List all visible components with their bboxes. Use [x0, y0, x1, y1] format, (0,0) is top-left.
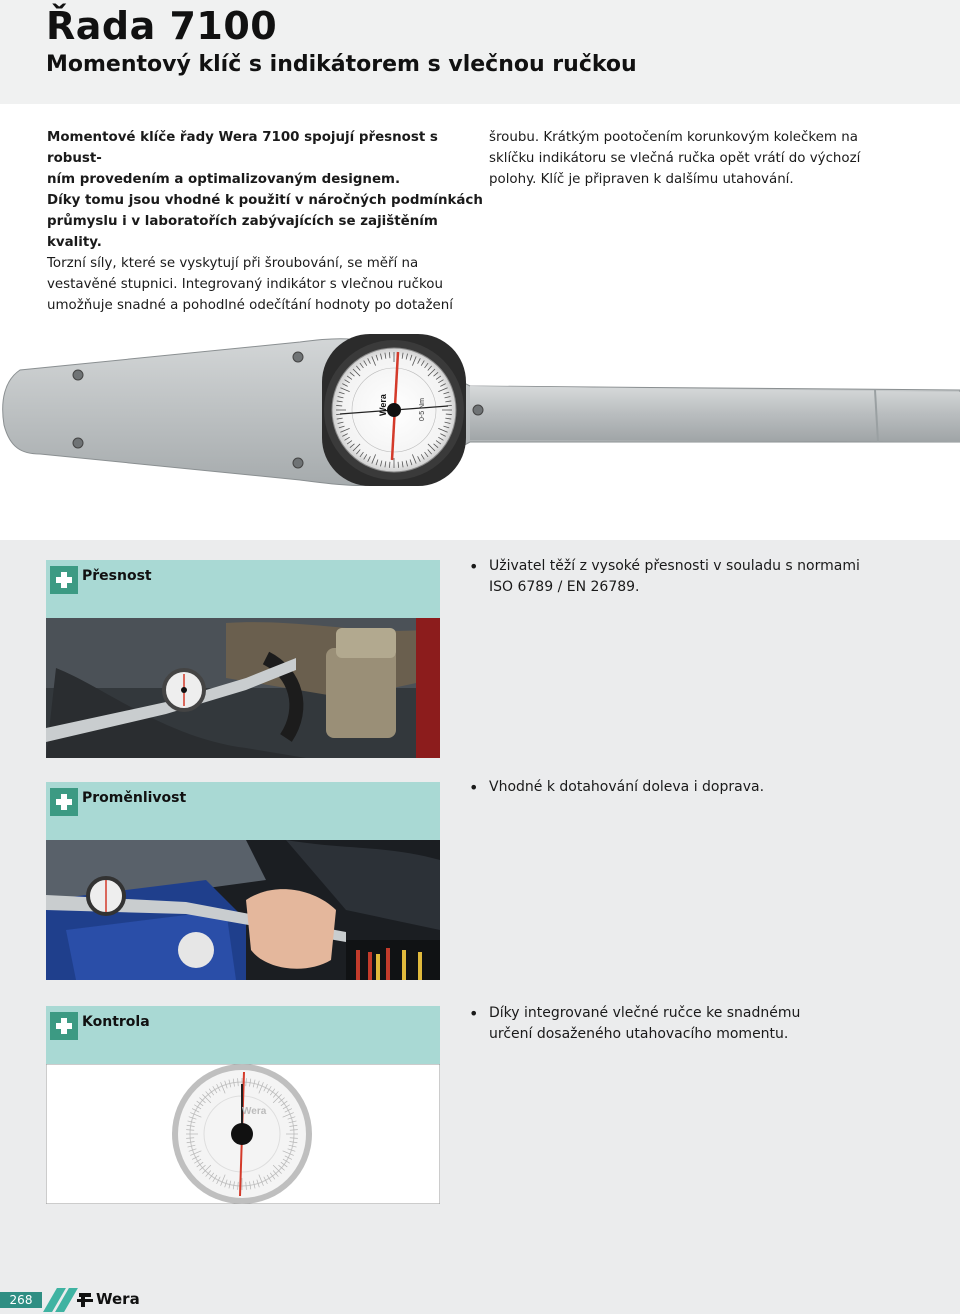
screw-icon	[73, 370, 83, 380]
intro-right-line: polohy. Klíč je připraven k dalšímu utahování.	[489, 172, 794, 187]
feature-bullet-promenlivost	[469, 777, 909, 798]
intro-bold-line: Momentové klíče řady Wera 7100 spojují přesnost s robust-	[47, 130, 438, 166]
page-subtitle: Momentový klíč s indikátorem s vlečnou ručkou	[46, 52, 637, 77]
bullet-line: Vhodné k dotahování doleva i doprava.	[489, 779, 765, 795]
feature-header-promenlivost	[46, 782, 440, 840]
page-header	[0, 0, 960, 104]
page-number: 268	[0, 1292, 42, 1308]
bullet-line: Díky integrované vlečné ručce ke snadnému	[489, 1005, 801, 1021]
feature-label: Proměnlivost	[82, 790, 187, 806]
intro-right-paragraph	[489, 127, 929, 190]
page-title: Řada 7100	[46, 4, 278, 48]
screw-icon	[293, 352, 303, 362]
intro-second-paragraph	[47, 253, 487, 316]
torque-wrench-illustration	[0, 330, 960, 500]
bullet-line: Uživatel těží z vysoké přesnosti v souladu s normami	[489, 558, 860, 574]
bullet-icon: •	[469, 1004, 479, 1023]
screw-icon	[473, 405, 483, 415]
screw-icon	[73, 438, 83, 448]
dial-unit: 0-5 Nm	[419, 398, 426, 421]
dial-brand-closeup: Wera	[242, 1106, 267, 1117]
photo-dial-closeup	[46, 1064, 440, 1204]
feature-header-kontrola	[46, 1006, 440, 1064]
plus-icon	[50, 1012, 78, 1040]
intro-second-line: vestavěné stupnici. Integrovaný indikátor s vlečnou ručkou	[47, 277, 443, 292]
bullet-line: ISO 6789 / EN 26789.	[489, 579, 640, 595]
intro-right-line: sklíčku indikátoru se vlečná ručka opět vrátí do výchozí	[489, 151, 861, 166]
bullet-icon: •	[469, 557, 479, 576]
plus-icon	[50, 566, 78, 594]
intro-second-line: umožňuje snadné a pohodlné odečítání hodnoty po dotažení	[47, 298, 453, 313]
intro-bold-line: Díky tomu jsou vhodné k použití v náročných podmínkách	[47, 193, 483, 208]
feature-header-presnost	[46, 560, 440, 618]
dial-brand: Wera	[378, 394, 388, 416]
intro-right-line: šroubu. Krátkým pootočením korunkovým kolečkem na	[489, 130, 858, 145]
intro-bold-line: průmyslu i v laboratořích zabývajících se zajištěním kvality.	[47, 214, 438, 250]
wera-logo-text: Wera	[96, 1290, 140, 1308]
bullet-icon: •	[469, 778, 479, 797]
intro-second-line: Torzní síly, které se vyskytují při šroubování, se měří na	[47, 256, 419, 271]
intro-bold-paragraph	[47, 127, 487, 253]
photo-engine-wrench	[46, 618, 440, 758]
wera-logo-icon	[76, 1290, 94, 1310]
photo-hand-wrench	[46, 840, 440, 980]
intro-bold-line: ním provedením a optimalizovaným designem.	[47, 172, 401, 187]
feature-bullet-kontrola	[469, 1003, 909, 1045]
feature-label: Přesnost	[82, 568, 152, 584]
bullet-line: určení dosaženého utahovacího momentu.	[489, 1026, 789, 1042]
feature-bullet-presnost	[469, 556, 909, 598]
feature-label: Kontrola	[82, 1014, 150, 1030]
screw-icon	[293, 458, 303, 468]
plus-icon	[50, 788, 78, 816]
